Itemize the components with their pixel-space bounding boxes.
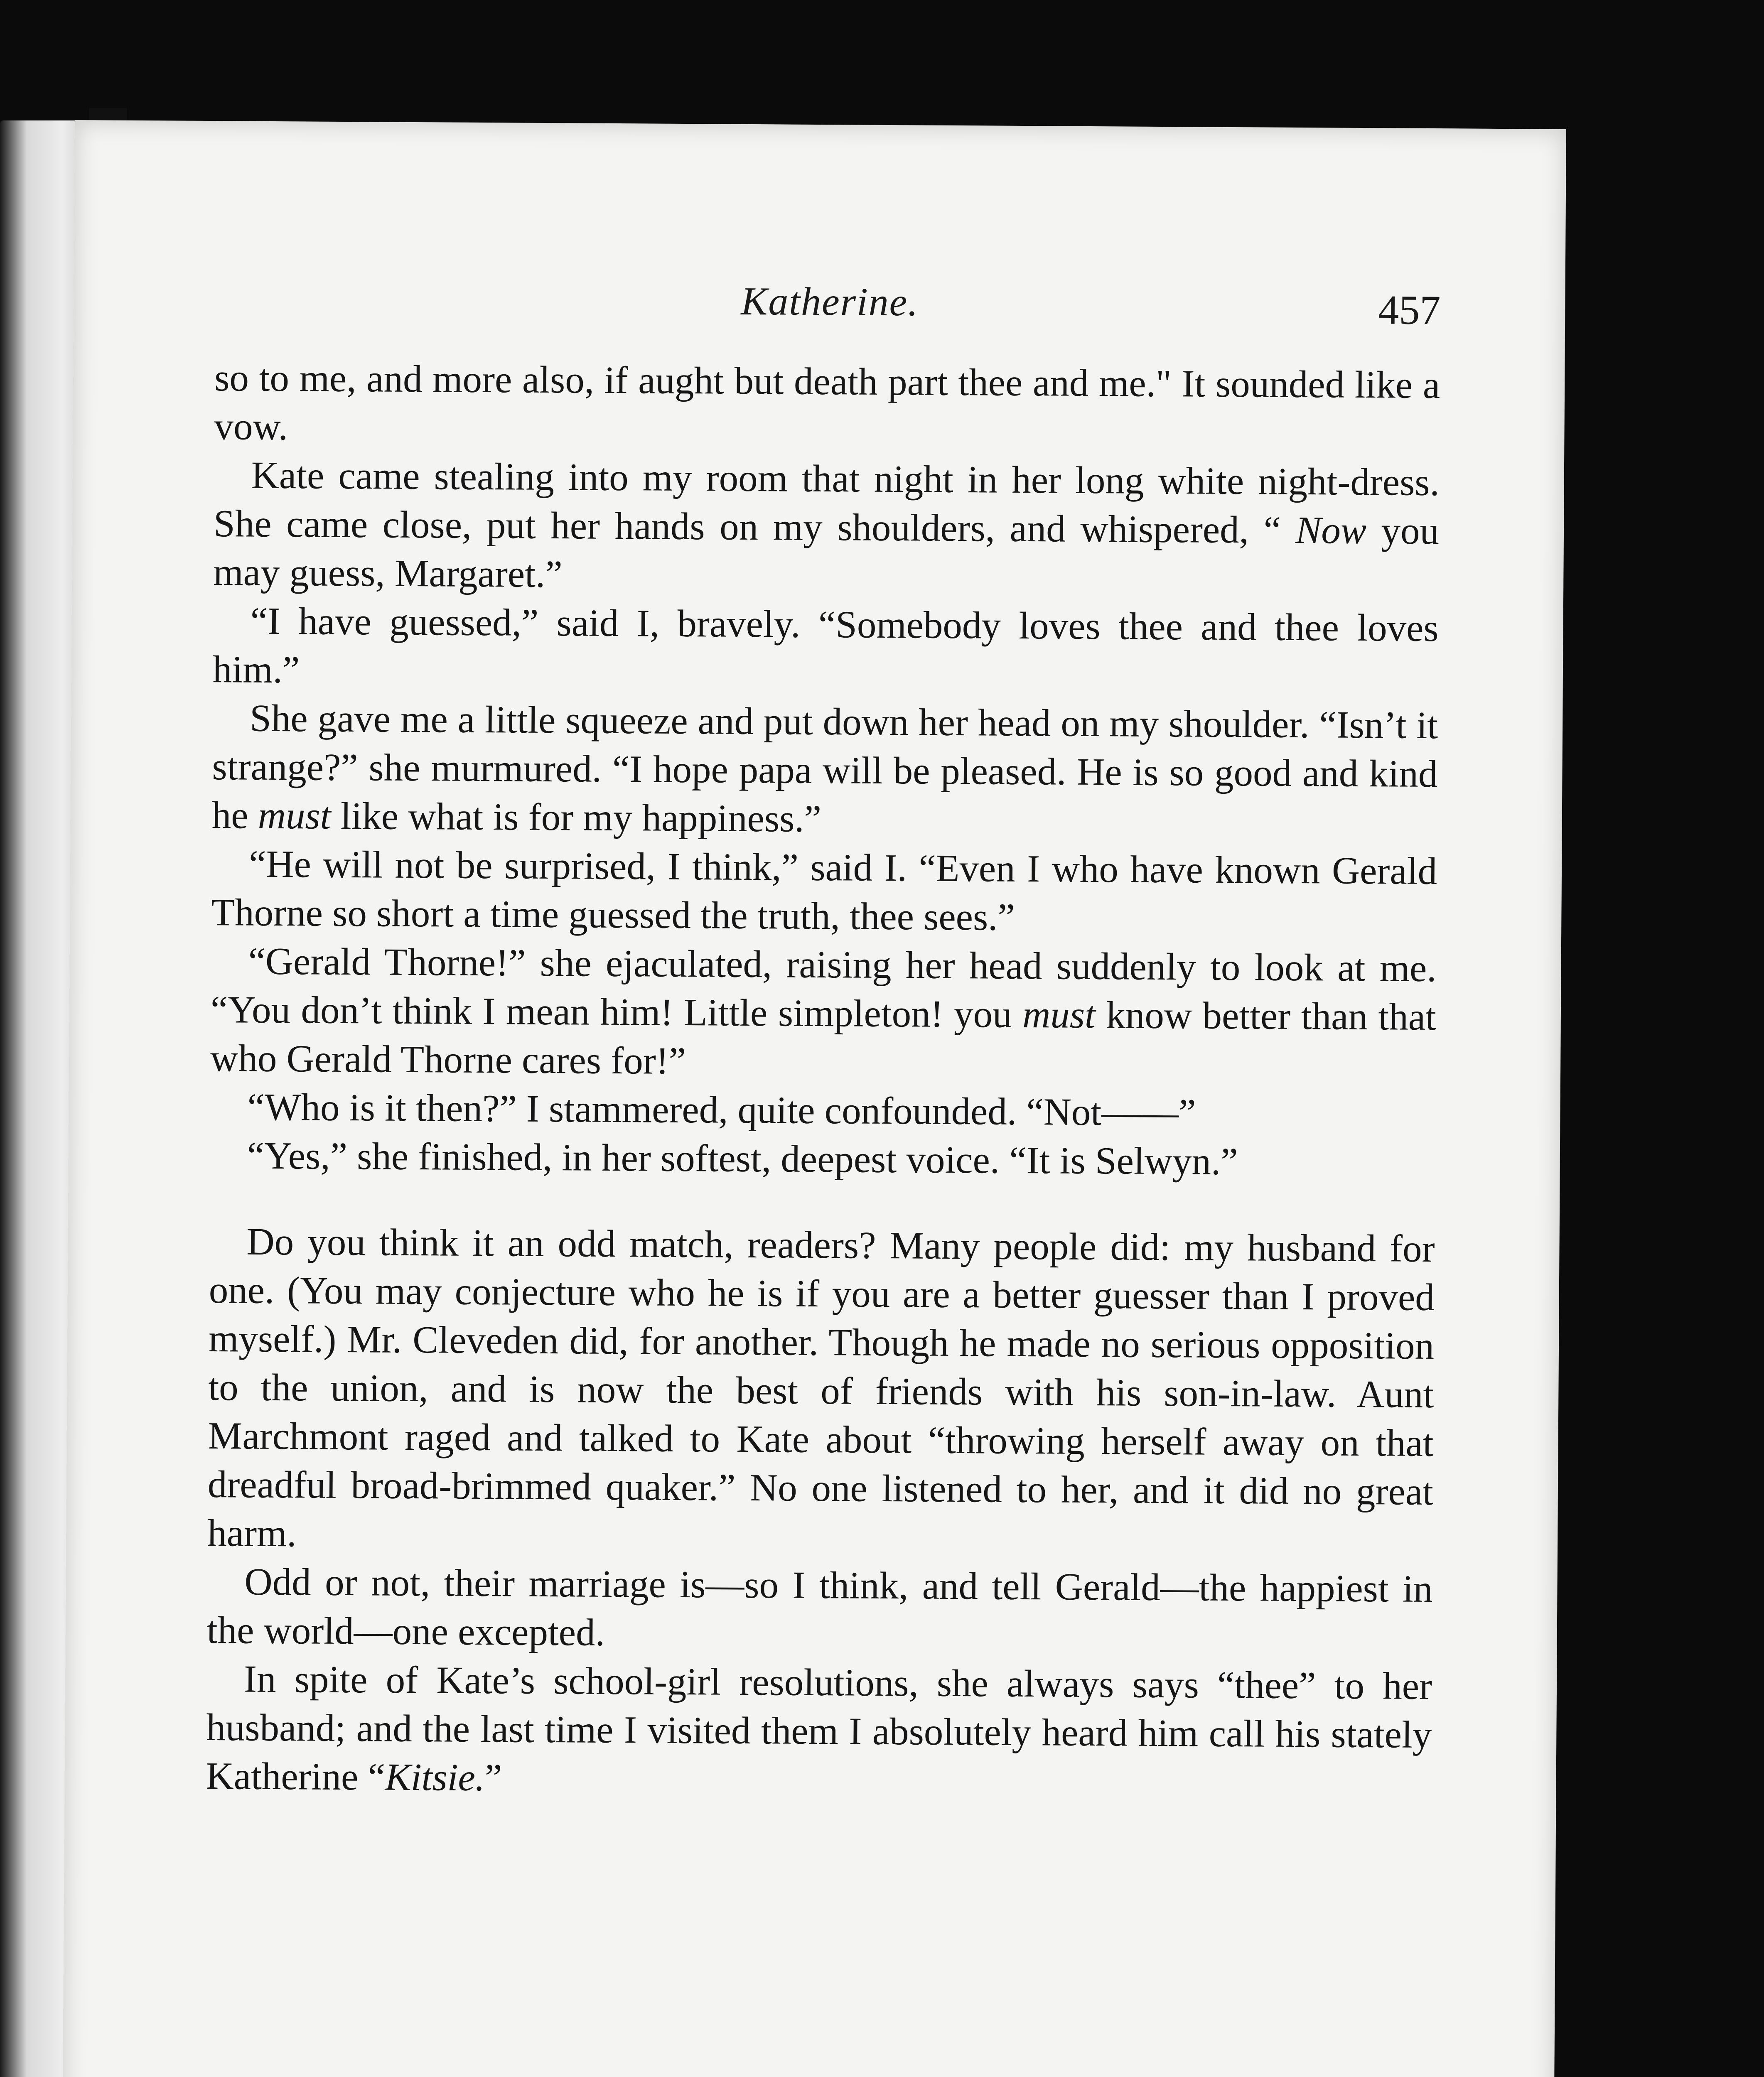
body-text — [206, 354, 1440, 1808]
paragraph: so to me, and more also, if aught but death part thee and me." It sounded like a vow. — [214, 356, 1440, 449]
page-number: 457 — [1378, 287, 1441, 334]
book-page — [59, 120, 1566, 2077]
paragraph: Do you think it an odd match, readers? Many people did: my husband for one. (You may conjecture who he is if you are a better guesser than I proved myself.) Mr. Cleveden did, for another. Though he made no serious opposition to the union, and is now the best of friends with his son-in-law. Aunt Marchmont raged and talked to Kate about “throwing herself away on that dreadful broad-brimmed quaker.” No one listened to her, and it did no great harm. — [207, 1220, 1435, 1555]
paragraph: Odd or not, their marriage is—so I think, and tell Gerald—the happiest in the world—one excepted. — [206, 1560, 1433, 1654]
paragraph: She gave me a little squeeze and put down her head on my shoulder. “Isn’t it strange?” she murmured. “I hope papa will be pleased. He is so good and kind he must like what is for my happiness.” — [211, 697, 1438, 841]
paragraph: “He will not be surprised, I think,” said I. “Even I who have known Gerald Thorne so short a time guessed the truth, thee sees.” — [211, 842, 1437, 939]
paragraph: “Who is it then?” I stammered, quite confounded. “Not——” — [247, 1085, 1196, 1134]
paragraph: “Yes,” she finished, in her softest, deepest voice. “It is Selwyn.” — [247, 1134, 1238, 1183]
paragraph: Kate came stealing into my room that night in her long white night-dress. She came close, put her hands on my shoulders, and whispered, “ Now you may guess, Margaret.” — [213, 454, 1440, 596]
paragraph: “I have guessed,” said I, bravely. “Somebody loves thee and thee loves him.” — [212, 599, 1439, 692]
paragraph: “Gerald Thorne!” she ejaculated, raising her head suddenly to look at me. “You don’t think I mean him! Little simpleton! you must know better than that who Gerald Thorne cares for!” — [210, 940, 1437, 1083]
page-header — [219, 275, 1441, 340]
paragraph: In spite of Kate’s school-girl resolutions, she always says “thee” to her husband; and the last time I visited them I absolutely heard him call his stately Katherine “Kitsie.” — [206, 1657, 1432, 1800]
running-title: Katherine. — [741, 278, 919, 324]
